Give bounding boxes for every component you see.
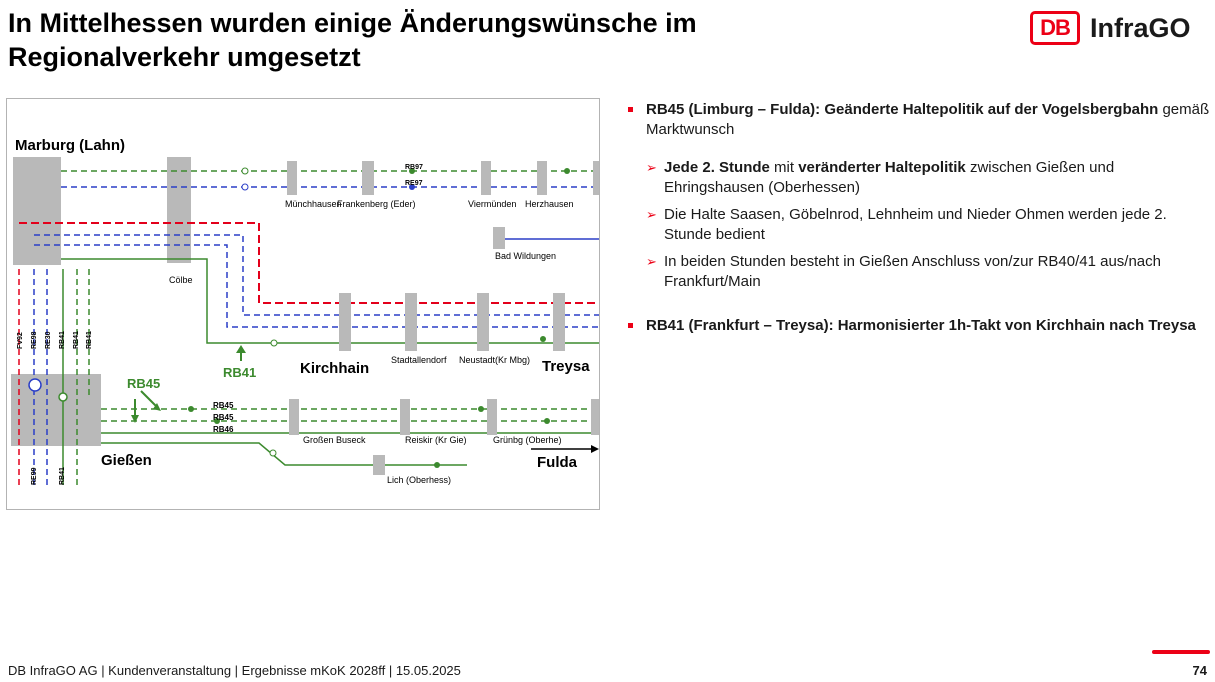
- vb-dot-4: [544, 418, 550, 424]
- label-treysa: Treysa: [542, 358, 590, 375]
- kirchhain-approach-circle: [271, 340, 277, 346]
- vlabel-rb41-3: RB41: [86, 331, 93, 349]
- vertical-labels-bottom: [31, 467, 66, 485]
- label-lich: Lich (Oberhess): [387, 475, 452, 485]
- subbullet-3: [644, 252, 1211, 292]
- giessen-station-block: [11, 374, 101, 446]
- arrow-bullet-icon: ➢: [646, 160, 657, 175]
- label-gruenberg: Grünbg (Oberhe): [493, 435, 562, 445]
- subbullet-1-mid: mit: [769, 159, 799, 176]
- bullet-square-icon: [628, 107, 633, 112]
- stadtallendorf-block: [405, 293, 417, 351]
- label-frankenberg: Frankenberg (Eder): [337, 199, 416, 209]
- footer-accent-bar: [1152, 650, 1210, 654]
- label-bad-wildungen: Bad Wildungen: [495, 251, 557, 261]
- neustadt-block: [477, 293, 489, 351]
- label-muenchhausen: Münchhausen: [285, 199, 342, 209]
- subbullet-1-rest: zwischen Gießen und Ehringshausen (Oberhessen): [664, 159, 1115, 196]
- network-diagram: [6, 98, 600, 510]
- line-label-re97: RE97: [405, 180, 423, 187]
- label-grossen-buseck: Großen Buseck: [303, 435, 366, 445]
- vb-dot-3: [478, 406, 484, 412]
- bullet-rb45-bold: RB45 (Limburg – Fulda): Geänderte Haltepolitik auf der Vogelsbergbahn: [646, 101, 1159, 118]
- label-reiskir: Reiskir (Kr Gie): [405, 435, 467, 445]
- logo-brand-text: InfraGO: [1090, 12, 1191, 43]
- subbullet-3-text: In beiden Stunden besteht in Gießen Anschluss von/zur RB40/41 aus/nach Frankfurt/Main: [664, 253, 1161, 290]
- vlabel-rb41-2: RB41: [73, 331, 80, 349]
- db-logo-icon: DB: [1030, 11, 1080, 45]
- line-label-rb46: RB46: [213, 425, 234, 434]
- vlabel-rb41-1: RB41: [59, 331, 66, 349]
- title-line-1: In Mittelhessen wurden einige Änderungswünsche im: [8, 8, 697, 38]
- db-infrago-logo: [1030, 10, 1191, 46]
- subbullet-2-text: Die Halte Saasen, Göbelnrod, Lehnheim und Nieder Ohmen werden jede 2. Stunde bedient: [664, 206, 1167, 243]
- label-giessen: Gießen: [101, 452, 152, 469]
- vlabel-rb41-bottom: RB41: [59, 467, 66, 485]
- wetter-stop-circle-blue: [242, 184, 248, 190]
- line-label-rb41: RB41: [223, 365, 257, 380]
- rb45-arrow-line-1: [141, 391, 157, 407]
- bad-wildungen-block: [493, 227, 505, 249]
- vertical-labels-top: [17, 331, 93, 349]
- reiskir-block: [400, 399, 410, 435]
- subbullet-1: [644, 158, 1211, 198]
- vb-dot-1: [188, 406, 194, 412]
- kirchhain-block: [339, 293, 351, 351]
- label-herzhausen: Herzhausen: [525, 199, 574, 209]
- label-neustadt: Neustadt(Kr Mbg): [459, 355, 531, 365]
- page-title: [8, 6, 908, 74]
- main-weser-green-line: [61, 259, 599, 343]
- wetter-stop-circle: [242, 168, 248, 174]
- label-kirchhain: Kirchhain: [300, 360, 370, 377]
- grossen-buseck-block: [289, 399, 299, 435]
- line-label-rb45: RB45: [127, 376, 161, 391]
- gruenberg-block: [487, 399, 497, 435]
- bullet-rb45: [626, 100, 1211, 140]
- bullet-rb45-rest: gemäß Marktwunsch: [646, 101, 1210, 138]
- line-label-rb45-b: RB45: [213, 413, 234, 422]
- marburg-station-block: [13, 157, 61, 265]
- label-viermuenden: Viermünden: [468, 199, 517, 209]
- label-fulda: Fulda: [537, 454, 577, 471]
- muenchhausen-block: [287, 161, 297, 195]
- rb41-arrow-icon: [236, 345, 246, 353]
- label-stadtallendorf: Stadtallendorf: [391, 355, 447, 365]
- line-label-rb97: RB97: [405, 164, 423, 171]
- subbullet-2: [644, 205, 1211, 245]
- footer-text: DB InfraGO AG | Kundenveranstaltung | Ergebnisse mKoK 2028ff | 15.05.2025: [8, 663, 461, 678]
- bullet-rb41: [626, 316, 1211, 336]
- label-marburg: Marburg (Lahn): [15, 137, 125, 154]
- rb45-arrow-icon-2: [131, 415, 139, 423]
- giessen-junction-icon: [29, 379, 41, 391]
- arrow-bullet-icon: ➢: [646, 254, 657, 269]
- edge-block: [593, 161, 599, 195]
- giessen-junction-icon-2: [59, 393, 67, 401]
- arrow-bullet-icon: ➢: [646, 207, 657, 222]
- vlabel-re98: RE98: [31, 331, 38, 349]
- treysa-approach-dot: [540, 336, 546, 342]
- lich-block: [373, 455, 385, 475]
- treysa-block: [553, 293, 565, 351]
- bullet-list: [626, 100, 1211, 336]
- herzhausen-stop-dot: [564, 168, 570, 174]
- label-coelbe: Cölbe: [169, 275, 193, 285]
- viermuenden-block: [481, 161, 491, 195]
- lich-branch-circle: [270, 450, 276, 456]
- bullet-rb41-bold: RB41 (Frankfurt – Treysa): Harmonisierter 1h-Takt von Kirchhain nach Treysa: [646, 317, 1196, 334]
- lich-branch-line: [101, 443, 467, 465]
- frankenberg-block: [362, 161, 374, 195]
- vlabel-re99: RE99: [31, 467, 38, 485]
- subbullet-1-bold-1: Jede 2. Stunde: [664, 159, 770, 176]
- title-line-2: Regionalverkehr umgesetzt: [8, 42, 361, 72]
- vlabel-fv92: FV92: [17, 332, 24, 349]
- vb-edge-block: [591, 399, 599, 435]
- line-label-rb45-a: RB45: [213, 401, 234, 410]
- subbullet-1-bold-2: veränderter Haltepolitik: [798, 159, 966, 176]
- coelbe-station-block: [167, 157, 191, 263]
- page-number: 74: [1192, 663, 1207, 678]
- vlabel-re30: RE30: [45, 331, 52, 349]
- fulda-arrow-icon: [591, 445, 599, 453]
- herzhausen-block: [537, 161, 547, 195]
- lich-branch-dot: [434, 462, 440, 468]
- bullet-square-icon: [628, 323, 633, 328]
